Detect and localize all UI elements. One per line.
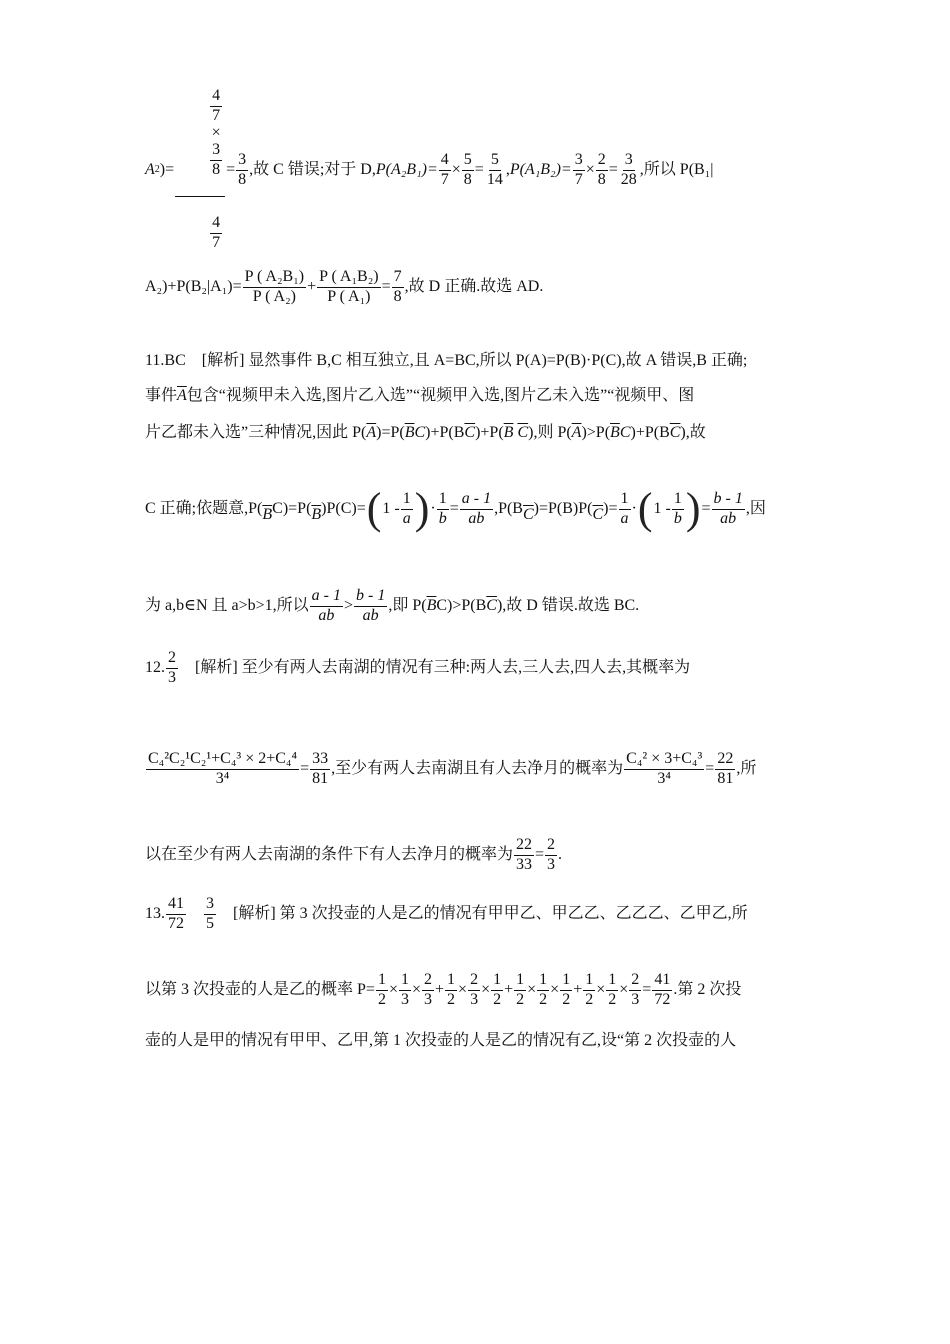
fraction	[422, 972, 434, 1009]
fraction	[376, 972, 388, 1009]
denominator: ab	[362, 606, 379, 624]
denominator: 2	[608, 990, 617, 1008]
denominator: 2	[447, 990, 456, 1008]
overlined-variable: $\overline{B}$	[426, 597, 437, 614]
denominator: 5	[206, 914, 214, 932]
denominator: 3	[470, 990, 479, 1008]
fraction	[624, 751, 704, 788]
denominator: 2	[493, 990, 502, 1008]
line-10	[145, 835, 805, 873]
fraction	[310, 588, 343, 625]
overlined-variable: $\overline{B}$	[311, 506, 322, 523]
fraction	[354, 588, 387, 625]
fraction	[672, 491, 684, 528]
numerator: 1	[399, 972, 411, 991]
operator: ×	[481, 981, 491, 998]
text: A₂)+P(B₂|A₁)=	[145, 278, 242, 295]
line-2	[145, 267, 805, 305]
text: ,即 P(	[388, 597, 427, 614]
right-paren: )	[685, 484, 701, 533]
variable: C	[619, 424, 631, 441]
operator: +	[307, 278, 317, 295]
fraction	[485, 152, 505, 189]
fraction	[210, 215, 222, 252]
text: 以在至少有两人去南湖的条件下有人去净月的概率为	[145, 846, 514, 863]
fraction	[491, 972, 503, 1009]
numerator: a - 1	[310, 588, 343, 607]
denominator: 81	[312, 769, 329, 787]
denominator: ab	[468, 509, 485, 527]
numerator: b - 1	[712, 491, 745, 510]
text: )=	[603, 500, 618, 517]
operator: +	[504, 981, 514, 998]
operator: ×	[211, 124, 221, 142]
text: 事件	[145, 387, 178, 404]
fraction	[460, 491, 493, 528]
text: )+P(	[475, 424, 504, 441]
text: 为 a,b∈N 且 a>b>1,所以	[145, 597, 309, 614]
overlined-variable: $\overline{C}$	[464, 424, 476, 441]
fraction	[715, 751, 735, 788]
fraction	[514, 837, 534, 874]
text: .	[558, 846, 563, 863]
denominator: 7	[212, 107, 221, 125]
numerator: 3	[210, 142, 222, 161]
fraction	[166, 896, 186, 933]
text: C 正确;依题意,P(	[145, 500, 263, 517]
numerator: 3	[204, 896, 216, 915]
numerator: 1	[491, 972, 503, 991]
denominator: 3	[400, 990, 409, 1008]
text: ,故 C 错误;对于 D,	[249, 161, 376, 178]
fraction	[317, 269, 380, 306]
operator: ×	[527, 981, 537, 998]
denominator: 2	[562, 990, 571, 1008]
text: )>P(	[581, 424, 611, 441]
fraction	[401, 491, 413, 528]
overlined-variable: $\overline{A}$	[571, 424, 582, 441]
fraction	[399, 972, 411, 1009]
fraction	[468, 972, 480, 1009]
compound-fraction	[175, 72, 225, 269]
denominator: 8	[463, 170, 472, 188]
fraction	[243, 269, 306, 306]
text: ,	[505, 161, 510, 178]
numerator: 1	[560, 972, 572, 991]
line-3	[145, 349, 805, 373]
fraction	[210, 142, 222, 179]
right-paren: )	[414, 484, 430, 533]
left-paren: (	[366, 484, 382, 533]
numerator: 2	[468, 972, 480, 991]
operator: ·	[631, 500, 637, 517]
denominator: 7	[440, 170, 449, 188]
fraction	[596, 152, 608, 189]
numerator: 1	[606, 972, 618, 991]
numerator: 1	[583, 972, 595, 991]
numerator: P ( A₂B₁)	[243, 269, 306, 288]
operator: +	[573, 981, 583, 998]
overlined-variable: $\overline{B}$	[610, 424, 620, 441]
operator: ×	[596, 981, 606, 998]
numerator: 1	[672, 491, 684, 510]
numerator: 2	[596, 152, 608, 171]
text: ,因	[745, 500, 766, 517]
denominator: 2	[585, 990, 594, 1008]
numerator: 4	[210, 215, 222, 234]
text: ,所以 P(B₁|	[639, 161, 714, 178]
fraction	[619, 491, 631, 528]
numerator: 41	[166, 896, 186, 915]
fraction	[619, 152, 639, 189]
fraction	[629, 972, 641, 1009]
numerator: 1	[514, 972, 526, 991]
text: A	[145, 161, 155, 178]
numerator: 22	[715, 751, 735, 770]
fraction	[537, 972, 549, 1009]
denominator: 3	[631, 990, 640, 1008]
overlined-variable: $\overline{C}$	[522, 506, 534, 523]
overlined-variable: $\overline{C}$	[592, 506, 604, 523]
numerator	[175, 72, 225, 198]
overlined-variable: $\overline{B}$	[503, 424, 514, 441]
text: ),则 P(	[528, 424, 572, 441]
operator: =	[474, 161, 484, 178]
operator: =	[642, 981, 652, 998]
denominator: 3	[547, 855, 556, 873]
operator: =	[300, 760, 310, 777]
fraction	[514, 972, 526, 1009]
numerator: 22	[514, 837, 534, 856]
numerator: 1	[376, 972, 388, 991]
operator: =	[226, 161, 236, 178]
numerator: a - 1	[460, 491, 493, 510]
overlined-variable: $\overline{A}$	[177, 387, 187, 404]
numerator: 3	[573, 152, 585, 171]
numerator: 5	[489, 152, 501, 171]
denominator: 7	[212, 233, 221, 251]
fraction	[310, 751, 330, 788]
operator: ×	[585, 161, 595, 178]
denominator: 2	[377, 990, 386, 1008]
operator: ×	[458, 981, 468, 998]
text: 以第 3 次投壶的人是乙的概率 P=	[145, 981, 375, 998]
numerator: 2	[545, 837, 557, 856]
denominator: 3⁴	[215, 769, 230, 787]
denominator: 8	[238, 170, 247, 188]
numerator: 1	[437, 491, 449, 510]
numerator: 1	[619, 491, 631, 510]
overlined-variable: $\overline{C}$	[486, 597, 497, 614]
numerator: 33	[310, 751, 330, 770]
operator: ×	[619, 981, 629, 998]
numerator: 5	[462, 152, 474, 171]
denominator: 2	[516, 990, 525, 1008]
line-12	[145, 970, 805, 1008]
text: 包含“视频甲未入选,图片乙入选”“视频甲入选,图片乙未入选”“视频甲、图	[186, 387, 695, 404]
text: )+P(B	[630, 424, 670, 441]
denominator: a	[620, 509, 629, 527]
text: ),故	[680, 424, 706, 441]
numerator: 41	[652, 972, 672, 991]
text: )=	[159, 161, 175, 178]
fraction	[236, 152, 248, 189]
numerator: 1	[401, 491, 413, 510]
text: ,故 D 正确.故选 AD.	[404, 278, 544, 295]
numerator: 4	[439, 152, 451, 171]
line-5	[145, 421, 805, 445]
text: P(A₁B₂)=	[509, 161, 572, 178]
left-paren: (	[637, 484, 653, 533]
operator: +	[435, 981, 445, 998]
text: )=P(B)P(	[533, 500, 593, 517]
text: 11.BC [解析] 显然事件 B,C 相互独立,且 A=BC,所以 P(A)=P(B)·P(C),故 A 错误,B 正确;	[145, 352, 748, 369]
numerator: 1	[445, 972, 457, 991]
operator: =	[608, 161, 618, 178]
fraction	[462, 152, 474, 189]
operator: ×	[550, 981, 560, 998]
text: 1 -	[382, 500, 400, 517]
text: C)>P(B	[436, 597, 487, 614]
text: 12.	[145, 659, 165, 676]
denominator: b	[438, 509, 447, 527]
numerator: P ( A₁B₂)	[317, 269, 380, 288]
numerator: 3	[236, 152, 248, 171]
fraction	[712, 491, 745, 528]
operator: =	[701, 500, 711, 517]
overlined-variable: $\overline{C}$	[669, 424, 681, 441]
fraction	[560, 972, 572, 1009]
fraction	[583, 972, 595, 1009]
denominator: P ( A₂)	[252, 287, 296, 305]
numerator: 7	[392, 269, 404, 288]
numerator: C₄² × 3+C₄³	[624, 751, 704, 770]
text: )+P(B	[425, 424, 465, 441]
operator: =	[535, 846, 545, 863]
fraction-seven-eighths	[392, 269, 404, 306]
denominator: 33	[516, 855, 533, 873]
denominator	[175, 197, 225, 268]
denominator: P ( A₁)	[327, 287, 371, 305]
denominator: 8	[597, 170, 606, 188]
denominator: 8	[393, 287, 402, 305]
fraction	[210, 88, 222, 125]
line-8	[145, 648, 805, 686]
denominator: 14	[486, 170, 503, 188]
numerator: 2	[422, 972, 434, 991]
numerator: C₄²C₂¹C₂¹+C₄³ × 2+C₄⁴	[146, 751, 299, 770]
fraction	[146, 751, 299, 788]
overlined-variable: $\overline{B}$	[404, 424, 415, 441]
numerator: 3	[623, 152, 635, 171]
denominator: 81	[717, 769, 734, 787]
operator: =	[381, 278, 391, 295]
line-9	[145, 749, 805, 787]
operator: ·	[430, 500, 436, 517]
fraction	[573, 152, 585, 189]
numerator: 1	[537, 972, 549, 991]
text: C)=P(	[272, 500, 312, 517]
operator: >	[343, 597, 354, 614]
denominator: 2	[539, 990, 548, 1008]
text: )P(C)=	[321, 500, 366, 517]
fraction	[204, 896, 216, 933]
text: 片乙都未入选”三种情况,因此 P(	[145, 424, 367, 441]
text: [解析] 第 3 次投壶的人是乙的情况有甲甲乙、甲乙乙、乙乙乙、乙甲乙,所	[217, 905, 748, 922]
fraction	[606, 972, 618, 1009]
line-6	[145, 484, 805, 533]
operator: ×	[451, 161, 461, 178]
line-11	[145, 894, 805, 932]
text: ,至少有两人去南湖且有人去净月的概率为	[331, 760, 624, 777]
denominator: 3	[424, 990, 432, 1008]
fraction	[437, 491, 449, 528]
denominator: ab	[318, 606, 335, 624]
numerator: 4	[210, 88, 222, 107]
text: .第 2 次投	[673, 981, 742, 998]
denominator: 3⁴	[657, 769, 671, 787]
text: 13.	[145, 905, 165, 922]
denominator: 72	[654, 990, 671, 1008]
denominator: 3	[168, 668, 176, 686]
subscript: 2	[154, 164, 160, 175]
text: ),故 D 错误.故选 BC.	[496, 597, 640, 614]
denominator: 8	[212, 160, 221, 178]
text: ,所	[736, 760, 757, 777]
overlined-variable: $\overline{B}$	[262, 506, 273, 523]
line-1	[145, 87, 805, 251]
fraction	[652, 972, 672, 1009]
numerator: 2	[629, 972, 641, 991]
overlined-variable: $\overline{A}$	[366, 424, 377, 441]
operator: =	[449, 500, 459, 517]
line-13	[145, 1029, 805, 1053]
fraction	[445, 972, 457, 1009]
denominator: b	[673, 509, 682, 527]
overlined-variable: $\overline{C}$	[517, 424, 529, 441]
text: 壶的人是甲的情况有甲甲、乙甲,第 1 次投壶的人是乙的情况有乙,设“第 2 次投壶的人	[145, 1032, 737, 1049]
operator: ×	[411, 981, 421, 998]
fraction	[166, 650, 178, 687]
line-4	[145, 384, 805, 408]
numerator: 2	[166, 650, 178, 669]
operator: ×	[388, 981, 398, 998]
variable: C	[414, 424, 426, 441]
text: ,P(B	[494, 500, 523, 517]
text: P(A₂B₁)=	[375, 161, 438, 178]
denominator: 7	[574, 170, 583, 188]
text: )=P(	[376, 424, 405, 441]
denominator: 72	[168, 914, 184, 932]
fraction	[439, 152, 451, 189]
denominator: ab	[720, 509, 737, 527]
operator: =	[705, 760, 715, 777]
text: 1 -	[653, 500, 671, 517]
denominator: a	[402, 509, 411, 527]
denominator: 28	[620, 170, 637, 188]
numerator: b - 1	[354, 588, 387, 607]
text: [解析] 至少有两人去南湖的情况有三种:两人去,三人去,四人去,其概率为	[179, 659, 691, 676]
fraction	[545, 837, 557, 874]
line-7	[145, 586, 805, 624]
